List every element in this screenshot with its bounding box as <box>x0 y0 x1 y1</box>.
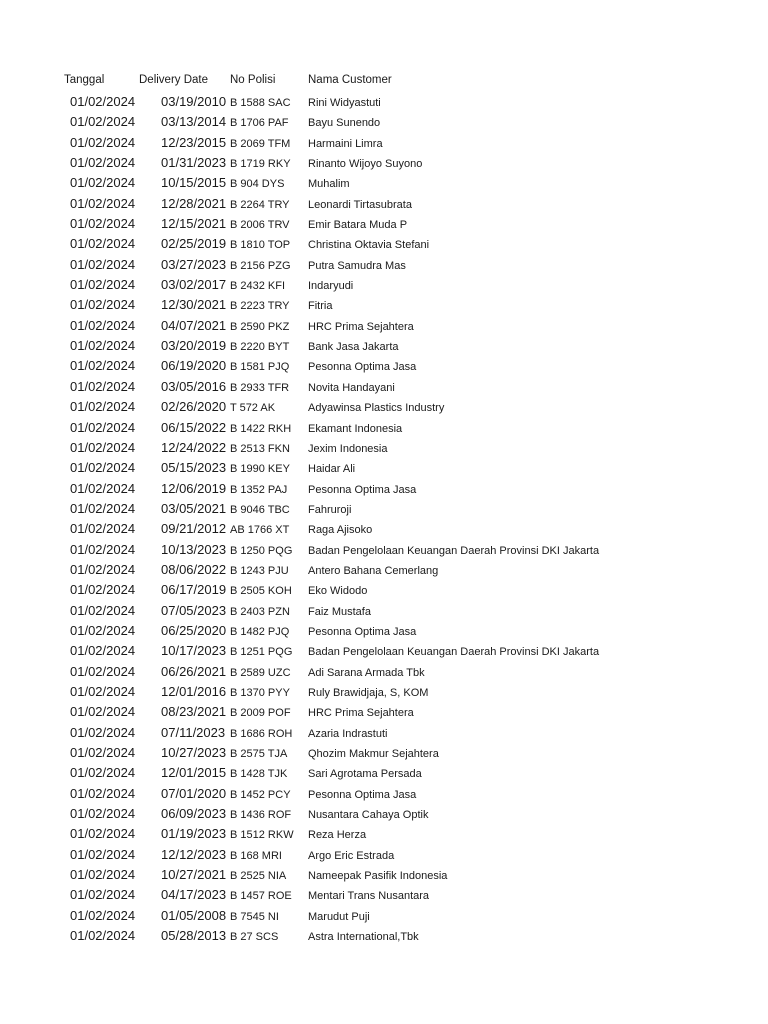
table-row <box>0 213 768 233</box>
cell-no-polisi: B 1581 PJQ <box>230 361 290 374</box>
cell-delivery-date: 12/23/2015 <box>161 134 227 150</box>
cell-delivery-date: 10/13/2023 <box>161 541 227 557</box>
cell-tanggal: 01/02/2024 <box>70 561 136 577</box>
cell-tanggal: 01/02/2024 <box>70 928 136 944</box>
cell-delivery-date: 04/17/2023 <box>161 887 227 903</box>
cell-tanggal: 01/02/2024 <box>70 846 136 862</box>
table-row <box>0 193 768 213</box>
cell-tanggal: 01/02/2024 <box>70 277 136 293</box>
table-row <box>0 478 768 498</box>
cell-nama-customer: Haidar Ali <box>308 463 356 476</box>
cell-tanggal: 01/02/2024 <box>70 134 136 150</box>
cell-tanggal: 01/02/2024 <box>70 439 136 455</box>
cell-nama-customer: Mentari Trans Nusantara <box>308 890 430 903</box>
cell-tanggal: 01/02/2024 <box>70 521 136 537</box>
cell-no-polisi: B 1370 PYY <box>230 686 290 699</box>
cell-nama-customer: Reza Herza <box>308 829 367 842</box>
cell-no-polisi: B 1706 PAF <box>230 117 289 130</box>
table-row <box>0 172 768 192</box>
cell-delivery-date: 10/27/2023 <box>161 745 227 760</box>
cell-delivery-date: 06/15/2022 <box>161 419 227 435</box>
cell-delivery-date: 07/11/2023 <box>161 724 226 740</box>
cell-no-polisi: B 2575 TJA <box>230 748 288 760</box>
cell-delivery-date: 12/24/2022 <box>161 439 227 455</box>
cell-nama-customer: Pesonna Optima Jasa <box>308 788 417 801</box>
cell-tanggal: 01/02/2024 <box>70 765 136 781</box>
table-row <box>0 864 768 884</box>
cell-nama-customer: Badan Pengelolaan Keuangan Daerah Provinsi DKI Jakarta <box>308 544 600 557</box>
cell-no-polisi: B 1243 PJU <box>230 564 289 577</box>
cell-tanggal: 01/02/2024 <box>70 94 136 109</box>
table-row <box>0 783 768 803</box>
cell-no-polisi: B 2432 KFI <box>230 280 286 293</box>
cell-tanggal: 01/02/2024 <box>70 155 136 171</box>
cell-tanggal: 01/02/2024 <box>70 480 136 496</box>
cell-nama-customer: Rinanto Wijoyo Suyono <box>308 158 423 171</box>
header-tanggal: Tanggal <box>64 74 105 86</box>
cell-nama-customer: Nameepak Pasifik Indonesia <box>308 870 448 883</box>
table-row <box>0 762 768 782</box>
cell-delivery-date: 06/09/2023 <box>161 806 227 822</box>
cell-nama-customer: Bayu Sunendo <box>308 117 381 130</box>
cell-tanggal: 01/02/2024 <box>70 683 136 699</box>
cell-no-polisi: B 2069 TFM <box>230 137 291 150</box>
cell-tanggal: 01/02/2024 <box>70 867 136 883</box>
cell-nama-customer: Jexim Indonesia <box>308 442 388 455</box>
cell-tanggal: 01/02/2024 <box>70 826 136 842</box>
table-row <box>0 437 768 457</box>
cell-no-polisi: B 2589 UZC <box>230 666 291 679</box>
cell-tanggal: 01/02/2024 <box>70 663 136 679</box>
table-row <box>0 132 768 152</box>
cell-delivery-date: 07/05/2023 <box>161 602 227 618</box>
cell-delivery-date: 12/30/2021 <box>161 297 227 313</box>
cell-no-polisi: AB 1766 XT <box>230 524 290 537</box>
cell-no-polisi: B 2590 PKZ <box>230 320 290 333</box>
cell-nama-customer: Nusantara Cahaya Optik <box>308 809 429 822</box>
cell-nama-customer: Indaryudi <box>308 280 354 293</box>
cell-no-polisi: B 2933 TFR <box>230 381 290 394</box>
table-row <box>0 396 768 416</box>
cell-tanggal: 01/02/2024 <box>70 541 136 557</box>
cell-delivery-date: 09/21/2012 <box>161 521 227 537</box>
cell-tanggal: 01/02/2024 <box>70 114 136 130</box>
cell-nama-customer: Argo Eric Estrada <box>308 849 395 862</box>
cell-tanggal: 01/02/2024 <box>70 256 136 272</box>
cell-no-polisi: B 1990 KEY <box>230 463 290 476</box>
cell-no-polisi: B 1250 PQG <box>230 544 293 557</box>
cell-tanggal: 01/02/2024 <box>70 582 136 598</box>
table-row <box>0 823 768 843</box>
cell-nama-customer: Ekamant Indonesia <box>308 422 403 435</box>
cell-tanggal: 01/02/2024 <box>70 724 136 740</box>
table-row <box>0 844 768 864</box>
table-row <box>0 559 768 579</box>
table-body <box>0 91 768 945</box>
cell-delivery-date: 03/20/2019 <box>161 338 227 354</box>
cell-delivery-date: 04/07/2021 <box>161 317 227 333</box>
cell-tanggal: 01/02/2024 <box>70 195 136 211</box>
header-no-polisi: No Polisi <box>230 74 276 86</box>
cell-nama-customer: Putra Samudra Mas <box>308 259 406 272</box>
table-row <box>0 905 768 925</box>
cell-no-polisi: B 2156 PZG <box>230 259 291 272</box>
cell-no-polisi: B 1482 PJQ <box>230 625 290 638</box>
cell-nama-customer: Raga Ajisoko <box>308 524 373 537</box>
cell-nama-customer: Harmaini Limra <box>308 137 383 150</box>
cell-delivery-date: 01/05/2008 <box>161 907 227 923</box>
table-row <box>0 274 768 294</box>
cell-tanggal: 01/02/2024 <box>70 419 136 435</box>
cell-delivery-date: 12/28/2021 <box>161 195 227 211</box>
table-row <box>0 539 768 559</box>
cell-tanggal: 01/02/2024 <box>70 236 136 252</box>
cell-tanggal: 01/02/2024 <box>70 806 136 822</box>
cell-delivery-date: 10/27/2021 <box>161 867 227 883</box>
cell-no-polisi: T 572 AK <box>230 402 276 415</box>
cell-delivery-date: 10/15/2015 <box>161 175 227 191</box>
cell-delivery-date: 06/19/2020 <box>161 358 227 374</box>
cell-no-polisi: B 2403 PZN <box>230 605 290 618</box>
cell-nama-customer: Sari Agrotama Persada <box>308 768 422 781</box>
cell-delivery-date: 08/23/2021 <box>161 704 227 720</box>
cell-no-polisi: B 1719 RKY <box>230 158 291 171</box>
cell-tanggal: 01/02/2024 <box>70 907 136 923</box>
table-row <box>0 91 768 111</box>
cell-nama-customer: Muhalim <box>308 178 350 191</box>
cell-delivery-date: 03/02/2017 <box>161 277 227 293</box>
cell-nama-customer: Adi Sarana Armada Tbk <box>308 666 425 679</box>
cell-nama-customer: Astra International,Tbk <box>308 931 419 944</box>
table-row <box>0 925 768 945</box>
cell-tanggal: 01/02/2024 <box>70 216 136 232</box>
cell-no-polisi: B 1588 SAC <box>230 97 291 109</box>
table-row <box>0 701 768 721</box>
cell-delivery-date: 12/06/2019 <box>161 480 227 496</box>
table-row <box>0 742 768 762</box>
cell-tanggal: 01/02/2024 <box>70 745 136 760</box>
cell-no-polisi: B 2505 KOH <box>230 585 292 598</box>
cell-no-polisi: B 2513 FKN <box>230 442 290 455</box>
cell-no-polisi: B 904 DYS <box>230 178 285 191</box>
table-row <box>0 681 768 701</box>
table-row <box>0 355 768 375</box>
cell-nama-customer: Leonardi Tirtasubrata <box>308 198 412 211</box>
cell-nama-customer: Marudut Puji <box>308 910 370 923</box>
cell-delivery-date: 02/25/2019 <box>161 236 227 252</box>
cell-nama-customer: Ruly Brawidjaja, S, KOM <box>308 686 429 699</box>
cell-no-polisi: B 1251 PQG <box>230 646 293 659</box>
cell-no-polisi: B 9046 TBC <box>230 503 290 516</box>
cell-tanggal: 01/02/2024 <box>70 297 136 313</box>
cell-no-polisi: B 2006 TRV <box>230 219 290 232</box>
cell-tanggal: 01/02/2024 <box>70 317 136 333</box>
cell-nama-customer: Rini Widyastuti <box>308 97 381 109</box>
cell-delivery-date: 01/31/2023 <box>161 155 227 171</box>
table-row <box>0 640 768 660</box>
cell-nama-customer: Christina Oktavia Stefani <box>308 239 430 252</box>
cell-no-polisi: B 1810 TOP <box>230 239 291 252</box>
cell-delivery-date: 05/15/2023 <box>161 460 227 476</box>
cell-nama-customer: Emir Batara Muda P <box>308 219 408 232</box>
cell-nama-customer: Badan Pengelolaan Keuangan Daerah Provinsi DKI Jakarta <box>308 646 600 659</box>
cell-nama-customer: Bank Jasa Jakarta <box>308 341 399 354</box>
table-row <box>0 884 768 904</box>
cell-tanggal: 01/02/2024 <box>70 358 136 374</box>
table-row <box>0 579 768 599</box>
cell-no-polisi: B 1452 PCY <box>230 788 291 801</box>
cell-no-polisi: B 2220 BYT <box>230 341 290 354</box>
cell-no-polisi: B 1352 PAJ <box>230 483 288 496</box>
cell-no-polisi: B 7545 NI <box>230 910 279 923</box>
cell-nama-customer: HRC Prima Sejahtera <box>308 707 414 720</box>
table-row <box>0 417 768 437</box>
cell-delivery-date: 01/19/2023 <box>161 826 227 842</box>
cell-delivery-date: 12/12/2023 <box>161 846 227 862</box>
cell-tanggal: 01/02/2024 <box>70 500 136 516</box>
cell-tanggal: 01/02/2024 <box>70 460 136 476</box>
cell-nama-customer: Qhozim Makmur Sejahtera <box>308 748 439 760</box>
cell-no-polisi: B 1422 RKH <box>230 422 292 435</box>
cell-delivery-date: 03/19/2010 <box>161 94 227 109</box>
cell-delivery-date: 08/06/2022 <box>161 561 227 577</box>
cell-delivery-date: 05/28/2013 <box>161 928 227 944</box>
cell-delivery-date: 12/01/2015 <box>161 765 227 781</box>
cell-nama-customer: Pesonna Optima Jasa <box>308 625 417 638</box>
cell-no-polisi: B 2009 POF <box>230 707 291 720</box>
cell-no-polisi: B 2264 TRY <box>230 198 290 211</box>
table-row <box>0 620 768 640</box>
table-row <box>0 518 768 538</box>
header-nama-customer: Nama Customer <box>308 74 392 86</box>
table-row <box>0 457 768 477</box>
table-row <box>0 498 768 518</box>
cell-tanggal: 01/02/2024 <box>70 887 136 903</box>
cell-delivery-date: 10/17/2023 <box>161 643 227 659</box>
cell-nama-customer: Azaria Indrastuti <box>308 727 388 740</box>
cell-no-polisi: B 1436 ROF <box>230 809 292 822</box>
cell-no-polisi: B 1686 ROH <box>230 727 293 740</box>
cell-no-polisi: B 1428 TJK <box>230 768 288 781</box>
cell-tanggal: 01/02/2024 <box>70 785 136 801</box>
cell-no-polisi: B 1457 ROE <box>230 890 292 903</box>
cell-delivery-date: 02/26/2020 <box>161 399 227 415</box>
cell-nama-customer: Pesonna Optima Jasa <box>308 483 417 496</box>
table-row <box>0 254 768 274</box>
table-row <box>0 376 768 396</box>
cell-tanggal: 01/02/2024 <box>70 338 136 354</box>
table-row <box>0 294 768 314</box>
table-row <box>0 111 768 131</box>
cell-delivery-date: 12/15/2021 <box>161 216 227 232</box>
cell-tanggal: 01/02/2024 <box>70 622 136 638</box>
cell-delivery-date: 06/26/2021 <box>161 663 227 679</box>
cell-delivery-date: 03/27/2023 <box>161 256 227 272</box>
cell-tanggal: 01/02/2024 <box>70 175 136 191</box>
cell-tanggal: 01/02/2024 <box>70 643 136 659</box>
cell-nama-customer: Adyawinsa Plastics Industry <box>308 402 445 415</box>
cell-nama-customer: Antero Bahana Cemerlang <box>308 564 439 577</box>
table-row <box>0 335 768 355</box>
table-row <box>0 803 768 823</box>
cell-delivery-date: 06/25/2020 <box>161 622 227 638</box>
cell-no-polisi: B 2223 TRY <box>230 300 290 313</box>
table-row <box>0 152 768 172</box>
cell-no-polisi: B 2525 NIA <box>230 870 287 883</box>
cell-nama-customer: Fahruroji <box>308 503 352 516</box>
cell-no-polisi: B 1512 RKW <box>230 829 294 842</box>
cell-nama-customer: Pesonna Optima Jasa <box>308 361 417 374</box>
table-row <box>0 233 768 253</box>
cell-tanggal: 01/02/2024 <box>70 399 136 415</box>
cell-delivery-date: 03/05/2016 <box>161 378 227 394</box>
cell-nama-customer: Faiz Mustafa <box>308 605 371 618</box>
cell-nama-customer: Novita Handayani <box>308 381 395 394</box>
cell-nama-customer: HRC Prima Sejahtera <box>308 320 414 333</box>
cell-tanggal: 01/02/2024 <box>70 704 136 720</box>
header-delivery-date: Delivery Date <box>139 74 209 86</box>
cell-tanggal: 01/02/2024 <box>70 378 136 394</box>
cell-tanggal: 01/02/2024 <box>70 602 136 618</box>
table-row <box>0 722 768 742</box>
cell-delivery-date: 07/01/2020 <box>161 785 227 801</box>
cell-delivery-date: 12/01/2016 <box>161 683 227 699</box>
cell-delivery-date: 06/17/2019 <box>161 582 227 598</box>
cell-delivery-date: 03/05/2021 <box>161 500 227 516</box>
table-row <box>0 315 768 335</box>
cell-delivery-date: 03/13/2014 <box>161 114 227 130</box>
cell-nama-customer: Fitria <box>308 300 333 313</box>
table-row <box>0 600 768 620</box>
cell-no-polisi: B 168 MRI <box>230 849 282 862</box>
cell-no-polisi: B 27 SCS <box>230 931 279 944</box>
cell-nama-customer: Eko Widodo <box>308 585 368 598</box>
table-row <box>0 661 768 681</box>
